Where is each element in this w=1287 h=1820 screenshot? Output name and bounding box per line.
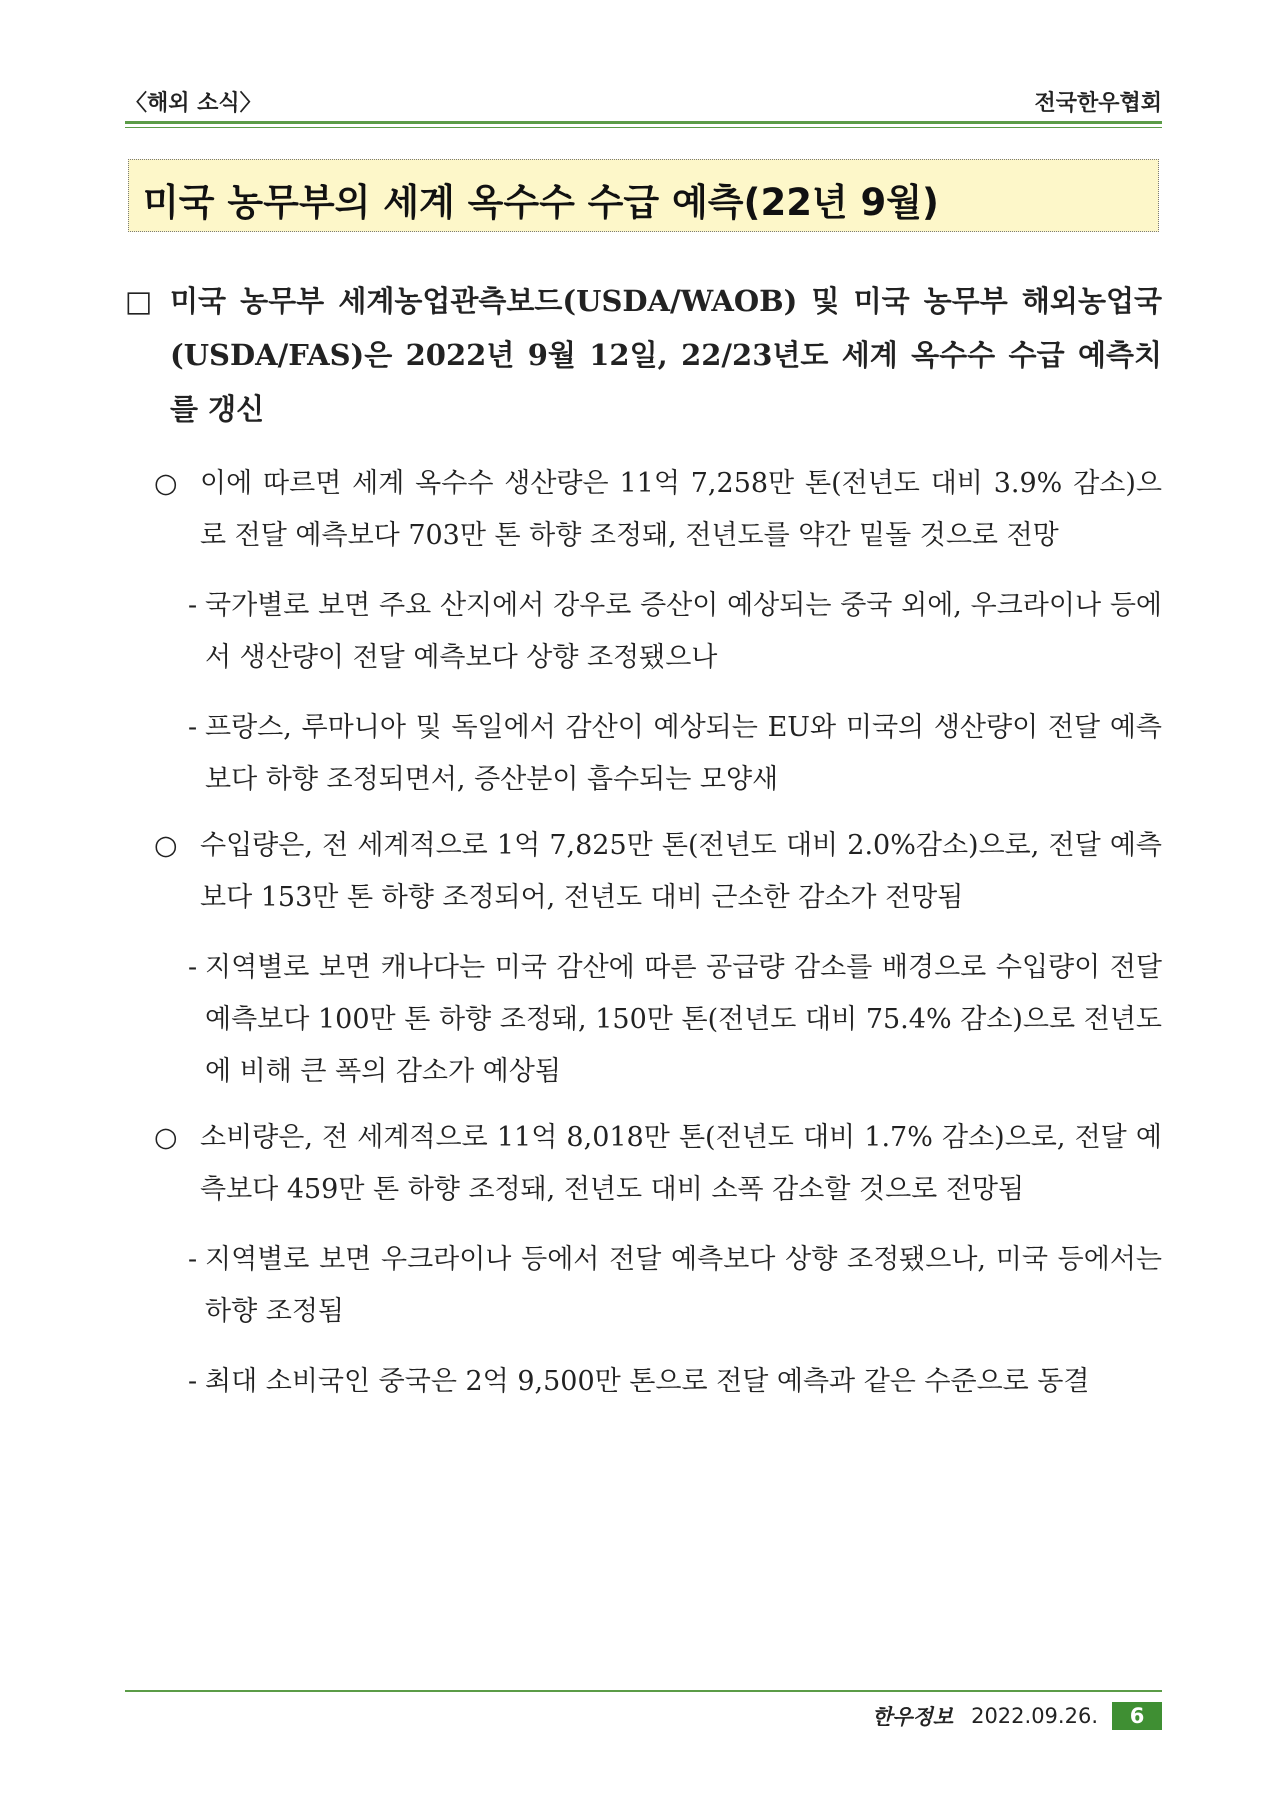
sub-item-paragraph — [125, 580, 1162, 684]
page-number: 6 — [1112, 1702, 1162, 1730]
sub-item-paragraph — [125, 1356, 1162, 1408]
sub-item-text: 최대 소비국인 중국은 2억 9,500만 톤으로 전달 예측과 같은 수준으로 동결 — [205, 1366, 1090, 1397]
section-label: 〈해외 소식〉 — [125, 91, 262, 116]
page-header — [125, 86, 1162, 118]
lead-text: 미국 농무부 세계농업관측보드(USDA/WAOB) 및 미국 농무부 해외농업국(USDA/FAS)은 2022년 9월 12일, 22/23년도 세계 옥수수 수급 예측치를 갱신 — [170, 284, 1162, 426]
publication-name: 한우정보 — [871, 1705, 954, 1729]
page-footer — [872, 1700, 1162, 1732]
lead-paragraph — [125, 274, 1162, 436]
circle-bullet-icon: ○ — [154, 830, 178, 861]
dash-bullet-icon: - — [188, 1366, 198, 1397]
dash-bullet-icon: - — [188, 952, 198, 983]
sub-item-paragraph — [125, 702, 1162, 806]
item-paragraph — [125, 820, 1162, 924]
publication-date: 2022.09.26. — [971, 1704, 1098, 1728]
dash-bullet-icon: - — [188, 1244, 198, 1275]
sub-item-text: 프랑스, 루마니아 및 독일에서 감산이 예상되는 EU와 미국의 생산량이 전달 예측보다 하향 조정되면서, 증산분이 흡수되는 모양새 — [205, 712, 1162, 795]
page-title: 미국 농무부의 세계 옥수수 수급 예측(22년 9월) — [143, 181, 939, 224]
square-bullet-icon: □ — [125, 284, 153, 318]
item-text: 이에 따르면 세계 옥수수 생산량은 11억 7,258만 톤(전년도 대비 3.9% 감소)으로 전달 예측보다 703만 톤 하향 조정돼, 전년도를 약간 밑돌 것으로 전망 — [200, 468, 1162, 551]
header-rule-thin — [125, 127, 1162, 128]
sub-item-text: 국가별로 보면 주요 산지에서 강우로 증산이 예상되는 중국 외에, 우크라이나 등에서 생산량이 전달 예측보다 상향 조정됐으나 — [205, 590, 1162, 673]
circle-bullet-icon: ○ — [154, 468, 178, 499]
sub-item-text: 지역별로 보면 우크라이나 등에서 전달 예측보다 상향 조정됐으나, 미국 등에서는 하향 조정됨 — [205, 1244, 1162, 1327]
item-text: 수입량은, 전 세계적으로 1억 7,825만 톤(전년도 대비 2.0%감소)으로, 전달 예측보다 153만 톤 하향 조정되어, 전년도 대비 근소한 감소가 전망됨 — [200, 830, 1162, 913]
item-paragraph — [125, 1112, 1162, 1216]
circle-bullet-icon: ○ — [154, 1122, 178, 1153]
sub-item-paragraph — [125, 1234, 1162, 1338]
item-text: 소비량은, 전 세계적으로 11억 8,018만 톤(전년도 대비 1.7% 감소)으로, 전달 예측보다 459만 톤 하향 조정돼, 전년도 대비 소폭 감소할 것으로 전망됨 — [200, 1122, 1162, 1205]
item-paragraph — [125, 458, 1162, 562]
article-body — [125, 274, 1162, 1422]
sub-item-paragraph — [125, 942, 1162, 1098]
sub-item-text: 지역별로 보면 캐나다는 미국 감산에 따른 공급량 감소를 배경으로 수입량이 전달 예측보다 100만 톤 하향 조정돼, 150만 톤(전년도 대비 75.4% 감소)으로 전년도에 비해 큰 폭의 감소가 예상됨 — [205, 952, 1162, 1087]
dash-bullet-icon: - — [188, 590, 198, 621]
dash-bullet-icon: - — [188, 712, 198, 743]
title-box — [128, 159, 1159, 232]
header-rule-thick — [125, 121, 1162, 124]
organization-name: 전국한우협회 — [1034, 91, 1162, 116]
footer-rule — [125, 1690, 1162, 1692]
